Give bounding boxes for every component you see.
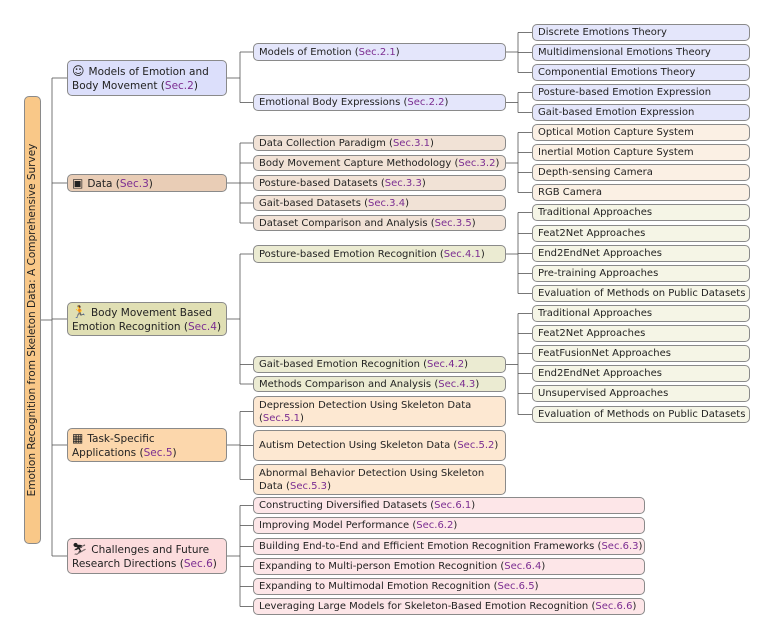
section-node-4 xyxy=(67,302,227,336)
section-ref: Sec.3 xyxy=(119,177,149,190)
section-node-3 xyxy=(67,174,227,192)
subsection-text: Emotional Body Expressions ( xyxy=(259,97,408,108)
leaf-node xyxy=(532,124,750,141)
section-ref-close: ) xyxy=(172,446,177,459)
subsection-node-3-3 xyxy=(253,175,506,191)
section-text: Task-Specific Applications ( xyxy=(72,432,155,459)
person-stairs-icon: ⛷ xyxy=(72,541,88,556)
subsection-node-5-1 xyxy=(253,396,506,427)
leaf-node xyxy=(532,164,750,181)
leaf-node xyxy=(532,245,750,262)
leaf-label: Gait-based Emotion Expression xyxy=(538,107,695,118)
subsection-text: Constructing Diversified Datasets ( xyxy=(259,500,435,511)
leaf-label: Discrete Emotions Theory xyxy=(538,27,667,38)
section-ref: Sec.3.5 xyxy=(434,217,472,229)
leaf-node xyxy=(532,305,750,322)
section-label xyxy=(72,430,177,459)
subsection-label xyxy=(259,157,499,170)
section-ref-close: ) xyxy=(430,137,434,149)
section-ref: Sec.2.2 xyxy=(407,97,445,108)
subsection-label xyxy=(259,137,434,150)
section-text: Data ( xyxy=(87,177,120,190)
leaf-node xyxy=(532,184,750,201)
leaf-label: Evaluation of Methods on Public Datasets xyxy=(538,409,746,420)
section-ref-close: ) xyxy=(444,97,449,108)
subsection-text: Expanding to Multimodal Emotion Recognition ( xyxy=(259,581,498,592)
leaf-label: Multidimensional Emotions Theory xyxy=(538,47,711,58)
section-node-2 xyxy=(67,60,227,96)
subsection-text: Gait-based Datasets ( xyxy=(259,197,368,209)
subsection-label xyxy=(259,580,538,593)
section-text: Challenges and Future Research Directions ( xyxy=(72,543,210,570)
subsection-text: Autism Detection Using Skeleton Data ( xyxy=(259,440,458,451)
leaf-node xyxy=(532,44,750,61)
leaf-label: Feat2Net Approaches xyxy=(538,328,646,339)
subsection-label xyxy=(259,519,457,532)
section-text: Body Movement Based Emotion Recognition ( xyxy=(72,306,212,333)
subsection-label xyxy=(259,46,400,59)
section-ref-close: ) xyxy=(471,500,476,511)
section-ref-close: ) xyxy=(212,557,217,570)
section-node-6 xyxy=(67,538,227,574)
section-ref-close: ) xyxy=(405,197,409,209)
leaf-label: RGB Camera xyxy=(538,187,602,198)
subsection-node-6-5 xyxy=(253,578,645,595)
subsection-label xyxy=(259,600,636,613)
subsection-text: Gait-based Emotion Recognition ( xyxy=(259,359,428,370)
section-ref-close: ) xyxy=(421,177,426,189)
section-ref: Sec.4.2 xyxy=(427,359,465,370)
leaf-label: Evaluation of Methods on Public Datasets xyxy=(538,288,746,299)
leaf-label: Componential Emotions Theory xyxy=(538,67,696,78)
subsection-text: Posture-based Emotion Recognition ( xyxy=(259,248,444,260)
section-ref-close: ) xyxy=(534,581,539,592)
section-label xyxy=(72,63,209,92)
section-ref-close: ) xyxy=(300,412,304,424)
section-ref-close: ) xyxy=(395,46,400,58)
section-text: Models of Emotion and Body Movement ( xyxy=(72,65,209,92)
subsection-node-3-1 xyxy=(253,135,506,151)
leaf-label: Posture-based Emotion Expression xyxy=(538,87,712,98)
section-ref: Sec.5 xyxy=(143,446,173,459)
leaf-label: Optical Motion Capture System xyxy=(538,127,694,138)
subsection-label xyxy=(259,96,448,109)
subsection-node-4-3 xyxy=(253,376,506,392)
section-ref-close: ) xyxy=(632,601,637,612)
subsection-text: Improving Model Performance ( xyxy=(259,520,417,531)
leaf-node xyxy=(532,406,750,423)
section-ref-close: ) xyxy=(148,177,153,190)
subsection-label xyxy=(259,540,642,553)
section-label xyxy=(72,541,217,570)
leaf-node xyxy=(532,104,750,121)
subsection-text: Expanding to Multi-person Emotion Recognition ( xyxy=(259,561,505,572)
subsection-label xyxy=(259,399,500,425)
leaf-node xyxy=(532,345,750,362)
section-ref: Sec.3.4 xyxy=(368,197,406,209)
running-person-icon: 🏃 xyxy=(72,304,87,319)
section-ref-close: ) xyxy=(216,320,222,333)
section-ref: Sec.6.1 xyxy=(434,500,472,511)
section-label xyxy=(87,178,153,190)
subsection-node-6-3 xyxy=(253,538,645,555)
section-ref-close: ) xyxy=(464,359,469,370)
subsection-node-6-2 xyxy=(253,517,645,534)
leaf-node xyxy=(532,265,750,282)
section-ref: Sec.6.3 xyxy=(601,541,639,552)
leaf-node xyxy=(532,204,750,221)
subsection-label xyxy=(259,439,498,452)
survey-title: Emotion Recognition from Skeleton Data: A Comprehensive Survey xyxy=(26,143,38,497)
subsection-label xyxy=(259,177,426,190)
leaf-node xyxy=(532,225,750,242)
subsection-text: Body Movement Capture Methodology ( xyxy=(259,157,459,169)
subsection-node-4-1 xyxy=(253,245,506,263)
subsection-node-2-1 xyxy=(253,43,506,61)
section-ref-close: ) xyxy=(495,157,500,169)
floppy-disk-icon: ▣ xyxy=(72,175,84,190)
subsection-text: Depression Detection Using Skeleton Data ( xyxy=(259,399,472,424)
leaf-label: Traditional Approaches xyxy=(538,207,653,218)
subsection-node-6-1 xyxy=(253,497,645,514)
subsection-node-4-2 xyxy=(253,356,506,373)
subsection-text: Methods Comparison and Analysis ( xyxy=(259,378,439,390)
section-ref-close: ) xyxy=(480,248,485,260)
section-ref-close: ) xyxy=(541,561,546,572)
section-ref-close: ) xyxy=(193,79,198,92)
leaf-label: End2EndNet Approaches xyxy=(538,368,662,379)
subsection-node-5-2 xyxy=(253,430,506,461)
leaf-node xyxy=(532,365,750,382)
subsection-node-3-2 xyxy=(253,155,506,171)
section-ref: Sec.2.1 xyxy=(358,46,396,58)
subsection-label xyxy=(259,197,409,210)
section-ref-close: ) xyxy=(471,217,476,229)
section-ref: Sec.5.2 xyxy=(457,440,495,451)
section-ref: Sec.6.5 xyxy=(497,581,535,592)
subsection-label xyxy=(259,499,475,512)
section-ref-close: ) xyxy=(327,480,331,492)
section-ref: Sec.6.4 xyxy=(504,561,542,572)
subsection-label xyxy=(259,358,468,371)
section-ref-close: ) xyxy=(453,520,458,531)
subsection-node-6-4 xyxy=(253,558,645,575)
subsection-label xyxy=(259,560,545,573)
leaf-label: End2EndNet Approaches xyxy=(538,248,662,259)
leaf-node xyxy=(532,84,750,101)
leaf-node xyxy=(532,325,750,342)
subsection-text: Building End-to-End and Efficient Emotion Recognition Frameworks ( xyxy=(259,541,602,552)
section-ref: Sec.6.6 xyxy=(595,601,633,612)
section-ref: Sec.3.3 xyxy=(384,177,422,189)
leaf-label: Unsupervised Approaches xyxy=(538,388,669,399)
subsection-text: Posture-based Datasets ( xyxy=(259,177,385,189)
section-ref-close: ) xyxy=(475,378,480,390)
leaf-node xyxy=(532,144,750,161)
subsection-node-5-3 xyxy=(253,464,506,495)
leaf-label: FeatFusionNet Approaches xyxy=(538,348,671,359)
subsection-node-6-6 xyxy=(253,598,645,615)
leaf-label: Depth-sensing Camera xyxy=(538,167,653,178)
section-ref: Sec.3.2 xyxy=(458,157,496,169)
leaf-node xyxy=(532,385,750,402)
leaf-label: Pre-training Approaches xyxy=(538,268,659,279)
section-ref: Sec.5.1 xyxy=(262,412,300,424)
section-label xyxy=(72,304,222,333)
section-ref-close: ) xyxy=(638,541,643,552)
section-ref-close: ) xyxy=(494,440,499,451)
subsection-label xyxy=(259,217,476,230)
smiley-icon: ☺ xyxy=(72,63,85,78)
section-ref: Sec.5.3 xyxy=(289,480,328,492)
leaf-label: Feat2Net Approaches xyxy=(538,228,646,239)
subsection-text: Models of Emotion ( xyxy=(259,46,359,58)
section-ref: Sec.4.3 xyxy=(438,378,476,390)
leaf-node xyxy=(532,24,750,41)
subsection-node-3-5 xyxy=(253,215,506,231)
grid-icon: ▦ xyxy=(72,430,84,445)
leaf-node xyxy=(532,285,750,302)
subsection-text: Data Collection Paradigm ( xyxy=(259,137,393,149)
subsection-label xyxy=(259,248,485,261)
section-ref: Sec.6.2 xyxy=(416,520,454,531)
leaf-label: Traditional Approaches xyxy=(538,308,653,319)
section-ref: Sec.4 xyxy=(188,320,217,333)
subsection-node-3-4 xyxy=(253,195,506,211)
section-ref: Sec.2 xyxy=(164,79,194,92)
subsection-label xyxy=(259,378,479,391)
section-ref: Sec.6 xyxy=(183,557,213,570)
subsection-text: Dataset Comparison and Analysis ( xyxy=(259,217,435,229)
leaf-label: Inertial Motion Capture System xyxy=(538,147,694,158)
section-ref: Sec.3.1 xyxy=(392,137,431,149)
subsection-text: Leveraging Large Models for Skeleton-Based Emotion Recognition ( xyxy=(259,601,596,612)
subsection-label xyxy=(259,467,500,493)
subsection-text: Abnormal Behavior Detection Using Skeleton Data ( xyxy=(259,467,485,492)
leaf-node xyxy=(532,64,750,81)
subsection-node-2-2 xyxy=(253,94,506,111)
section-node-5 xyxy=(67,428,227,462)
section-ref: Sec.4.1 xyxy=(443,248,481,260)
